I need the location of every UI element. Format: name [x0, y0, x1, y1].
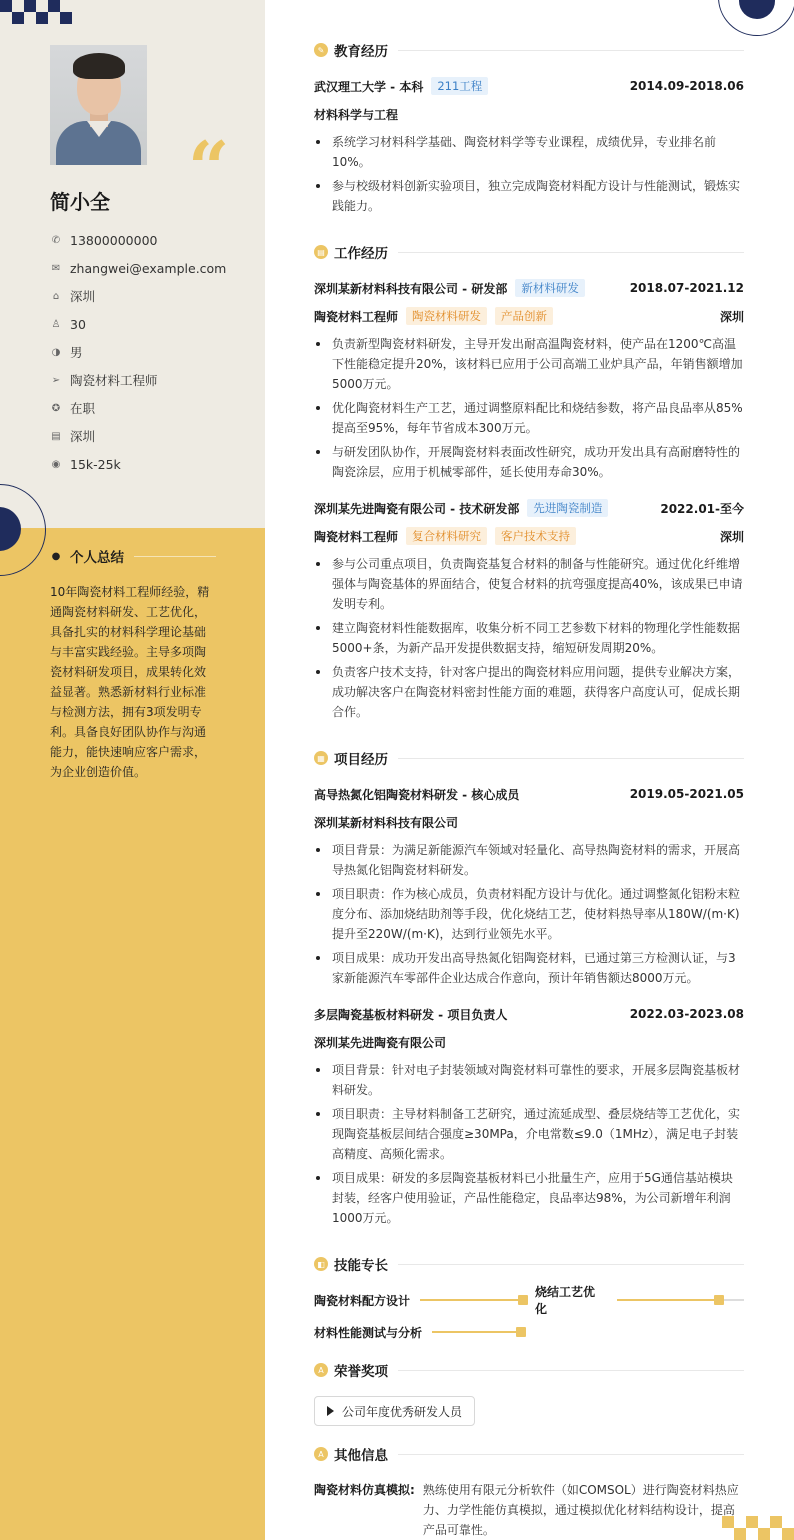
- summary-title: 个人总结: [70, 550, 124, 566]
- school-tag: 211工程: [431, 77, 488, 95]
- project-period: 2022.03-2023.08: [629, 1007, 744, 1021]
- skill-name: 烧结工艺优化: [535, 1285, 596, 1316]
- status-value: 在职: [70, 401, 96, 416]
- info-city: [50, 422, 226, 450]
- award-label: 公司年度优秀研发人员: [342, 1404, 463, 1419]
- job-role: 陶瓷材料工程师: [314, 529, 399, 544]
- job-role: 陶瓷材料工程师: [314, 309, 399, 324]
- skill-item: [314, 1290, 528, 1310]
- major-row: [314, 104, 744, 124]
- skill-item: [535, 1285, 744, 1316]
- project-period: 2019.05-2021.05: [629, 787, 744, 801]
- other-info-item: [314, 1480, 744, 1540]
- projects-heading: [314, 748, 744, 768]
- other-title: 其他信息: [334, 1448, 388, 1464]
- list-item: 项目成果：研发的多层陶瓷基板材料已小批量生产，应用于5G通信基站模块封装，经客户使用验证，产品性能稳定，良品率达98%，为公司新增年利润1000万元。: [314, 1168, 744, 1228]
- other-info-value: 熟练使用有限元分析软件（如COMSOL）进行陶瓷材料热应力、力学性能仿真模拟，通过模拟优化材料结构设计，提高产品可靠性。: [422, 1483, 739, 1537]
- checker-decoration: [0, 0, 75, 24]
- city-value: 深圳: [70, 429, 96, 444]
- job-industry-tag: 新材料研发: [515, 279, 585, 297]
- skill-item: [314, 1322, 526, 1342]
- play-icon: [327, 1406, 334, 1416]
- project-header-row: [314, 784, 744, 804]
- skill-name: 材料性能测试与分析: [314, 1325, 423, 1340]
- work-title: 工作经历: [334, 246, 388, 262]
- skill-level-bar: [617, 1299, 744, 1301]
- job-company: 深圳某新材料科技有限公司 - 研发部: [314, 281, 508, 296]
- project-company-row: [314, 1032, 744, 1052]
- summary-text: 10年陶瓷材料工程师经验，精通陶瓷材料研发、工艺优化，具备扎实的材料科学理论基础与丰富实践经验。主导多项陶瓷材料研发项目，成果转化效益显著。熟悉新材料行业标准与检测方法，拥有3项发明专利。具备良好团队协作与沟通能力，能快速响应客户需求，为企业创造价值。: [50, 585, 210, 779]
- project-icon: ▦: [314, 751, 328, 765]
- salary-value: 15k-25k: [70, 456, 121, 472]
- phone-icon: ✆: [51, 234, 61, 246]
- list-item: 负责新型陶瓷材料研发，主导开发出耐高温陶瓷材料，使产品在1200℃高温下性能稳定提升20%，该材料已应用于公司高端工业炉具产品，年销售额增加5000万元。: [314, 334, 744, 394]
- skills-icon: ◧: [314, 1257, 328, 1271]
- list-item: 与研发团队协作，开展陶瓷材料表面改性研究，成功开发出具有高耐磨特性的陶瓷涂层，应用于机械零部件，延长使用寿命30%。: [314, 442, 744, 482]
- job-role-row: [314, 306, 744, 326]
- project-company-row: [314, 812, 744, 832]
- salary-icon: ◉: [51, 458, 61, 470]
- position-value: 陶瓷材料工程师: [70, 373, 158, 388]
- job-skill-tag: 产品创新: [495, 307, 553, 325]
- job-bullets: [314, 334, 744, 486]
- job-bullets: [314, 554, 744, 726]
- school-name: 武汉理工大学 - 本科: [314, 79, 424, 94]
- job-period: 2022.01-至今: [660, 501, 744, 516]
- education-bullets: [314, 132, 744, 220]
- list-item: 负责客户技术支持，针对客户提出的陶瓷材料应用问题，提供专业解决方案，成功解决客户在陶瓷材料密封性能方面的难题，获得客户高度认可，促成长期合作。: [314, 662, 744, 722]
- other-heading: [314, 1444, 744, 1464]
- award-item[interactable]: [314, 1396, 475, 1426]
- education-title: 教育经历: [334, 44, 388, 60]
- awards-heading: [314, 1360, 744, 1380]
- age-icon: ♙: [51, 318, 61, 330]
- status-icon: ✪: [51, 402, 61, 414]
- project-name: 多层陶瓷基板材料研发 - 项目负责人: [314, 1007, 508, 1022]
- email-icon: ✉: [51, 262, 61, 274]
- gender-value: 男: [70, 345, 83, 360]
- info-email: [50, 254, 226, 282]
- job-period: 2018.07-2021.12: [629, 281, 744, 295]
- list-item: 系统学习材料科学基础、陶瓷材料学等专业课程，成绩优异，专业排名前10%。: [314, 132, 744, 172]
- skill-level-knob: [518, 1295, 528, 1305]
- project-bullets: [314, 1060, 744, 1232]
- phone-value: 13800000000: [70, 232, 158, 248]
- city-icon: ▤: [51, 430, 61, 442]
- summary-heading: [50, 546, 216, 566]
- major-name: 材料科学与工程: [314, 107, 399, 122]
- list-item: 项目职责：主导材料制备工艺研究，通过流延成型、叠层烧结等工艺优化，实现陶瓷基板层间结合强度≥30MPa，介电常数≤9.0（1MHz），满足电子封装高精度、高频化需求。: [314, 1104, 744, 1164]
- quote-mark-icon: “: [188, 125, 230, 210]
- job-skill-tag: 客户技术支持: [495, 527, 576, 545]
- list-item: 项目职责：作为核心成员，负责材料配方设计与优化。通过调整氮化铝粉末粒度分布、添加烧结助剂等手段，优化烧结工艺，使材料热导率从180W/(m·K)提升至220W/(m·K)，达到行业领先水平。: [314, 884, 744, 944]
- skill-name: 陶瓷材料配方设计: [314, 1293, 411, 1308]
- other-info-key: 陶瓷材料仿真模拟:: [314, 1483, 415, 1497]
- avatar: [50, 45, 147, 165]
- sidebar: [0, 0, 265, 1540]
- skill-level-knob: [516, 1327, 526, 1337]
- projects-title: 项目经历: [334, 752, 388, 768]
- email-value: zhangwei@example.com: [70, 260, 227, 276]
- list-item: 优化陶瓷材料生产工艺，通过调整原料配比和烧结参数，将产品良品率从85%提高至95%，每年节省成本300万元。: [314, 398, 744, 438]
- project-name: 高导热氮化铝陶瓷材料研发 - 核心成员: [314, 787, 520, 802]
- education-heading: [314, 40, 744, 60]
- project-bullets: [314, 840, 744, 992]
- info-gender: [50, 338, 226, 366]
- job-city: 深圳: [719, 309, 744, 324]
- list-item: 参与公司重点项目，负责陶瓷基复合材料的制备与性能研究。通过优化纤维增强体与陶瓷基体的界面结合，使复合材料的抗弯强度提高40%，该成果已申请发明专利。: [314, 554, 744, 614]
- list-item: 项目背景：针对电子封装领域对陶瓷材料可靠性的要求，开展多层陶瓷基板材料研发。: [314, 1060, 744, 1100]
- list-item: 项目成果：成功开发出高导热氮化铝陶瓷材料，已通过第三方检测认证，与3家新能源汽车零部件企业达成合作意向，预计年销售额达8000万元。: [314, 948, 744, 988]
- list-item: 建立陶瓷材料性能数据库，收集分析不同工艺参数下材料的物理化学性能数据5000+条，为新产品开发提供数据支持，缩短研发周期20%。: [314, 618, 744, 658]
- education-header-row: [314, 76, 744, 96]
- skills-heading: [314, 1254, 744, 1274]
- skills-title: 技能专长: [334, 1258, 388, 1274]
- skill-level-bar: [420, 1299, 528, 1301]
- contact-info-list: [50, 226, 226, 478]
- list-item: 项目背景：为满足新能源汽车领域对轻量化、高导热陶瓷材料的需求，开展高导热氮化铝陶瓷材料研发。: [314, 840, 744, 880]
- awards-title: 荣誉奖项: [334, 1364, 388, 1380]
- age-value: 30: [70, 316, 86, 332]
- other-info-icon: A: [314, 1447, 328, 1461]
- info-age: [50, 310, 226, 338]
- person-icon: ●: [51, 550, 61, 562]
- job-header-row: [314, 498, 744, 518]
- job-skill-tag: 陶瓷材料研发: [406, 307, 487, 325]
- job-city: 深圳: [719, 529, 744, 544]
- list-item: 参与校级材料创新实验项目，独立完成陶瓷材料配方设计与性能测试，锻炼实践能力。: [314, 176, 744, 216]
- job-header-row: [314, 278, 744, 298]
- work-icon: ▤: [314, 245, 328, 259]
- candidate-name: 简小全: [50, 190, 110, 214]
- skill-level-knob: [714, 1295, 724, 1305]
- info-position: [50, 366, 226, 394]
- education-period: 2014.09-2018.06: [629, 79, 744, 93]
- work-heading: [314, 242, 744, 262]
- award-icon: A: [314, 1363, 328, 1377]
- job-company: 深圳某先进陶瓷有限公司 - 技术研发部: [314, 501, 520, 516]
- project-header-row: [314, 1004, 744, 1024]
- position-icon: ➢: [51, 374, 61, 386]
- education-icon: ✎: [314, 43, 328, 57]
- circle-decoration-top: [718, 0, 794, 36]
- skill-level-bar: [432, 1331, 526, 1333]
- info-location: [50, 282, 226, 310]
- info-phone: [50, 226, 226, 254]
- job-role-row: [314, 526, 744, 546]
- project-company: 深圳某先进陶瓷有限公司: [314, 1035, 447, 1050]
- project-company: 深圳某新材料科技有限公司: [314, 815, 459, 830]
- info-status: [50, 394, 226, 422]
- location-value: 深圳: [70, 289, 96, 304]
- job-industry-tag: 先进陶瓷制造: [527, 499, 608, 517]
- job-skill-tag: 复合材料研究: [406, 527, 487, 545]
- gender-icon: ◑: [51, 346, 61, 358]
- home-icon: ⌂: [52, 290, 60, 302]
- info-salary: [50, 450, 226, 478]
